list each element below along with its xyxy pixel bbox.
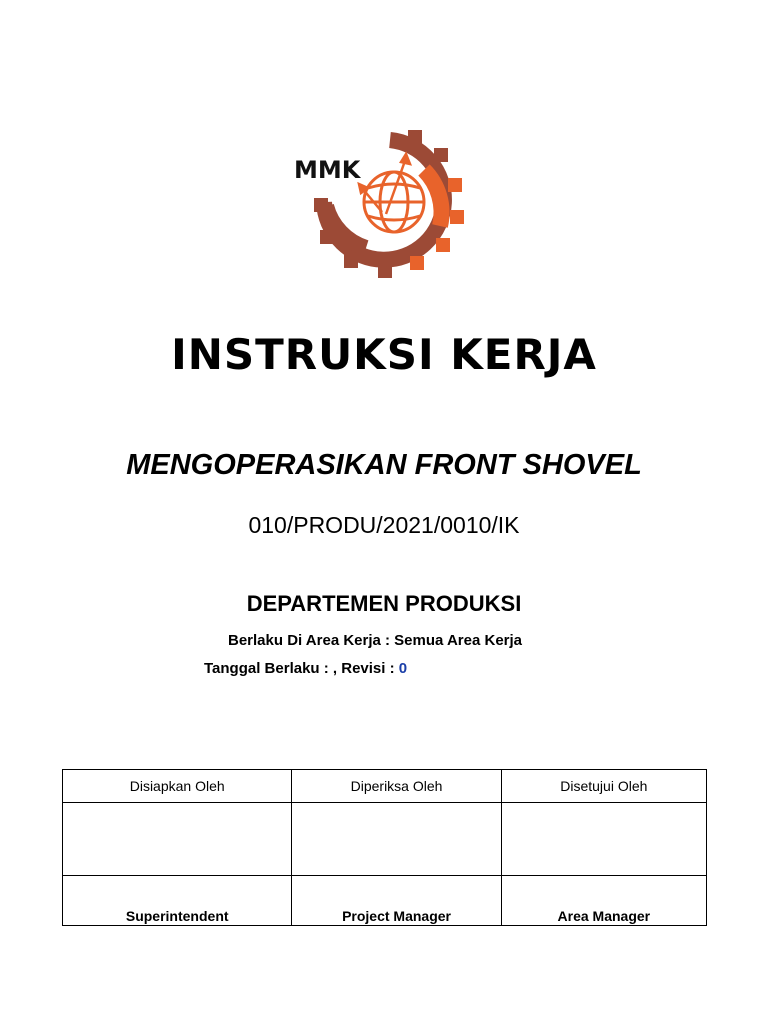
work-area-line: Berlaku Di Area Kerja : Semua Area Kerja — [228, 632, 523, 649]
company-logo — [286, 118, 482, 278]
revision-number: 0 — [398, 660, 408, 677]
document-number: 010/PRODU/2021/0010/IK — [248, 512, 520, 538]
signature-row — [63, 803, 707, 876]
header-checked-by: Diperiksa Oleh — [292, 770, 501, 803]
date-revision-label: Tanggal Berlaku : , Revisi : — [204, 660, 399, 677]
document-title: INSTRUKSI KERJA — [171, 330, 597, 379]
approval-table — [62, 769, 707, 926]
signature-cell-prepared — [63, 803, 292, 876]
role-superintendent: Superintendent — [63, 876, 292, 926]
document-subtitle: MENGOPERASIKAN FRONT SHOVEL — [126, 449, 642, 481]
approval-header-row — [63, 770, 707, 803]
effective-date-line — [204, 660, 407, 677]
signature-cell-approved — [501, 803, 706, 876]
header-prepared-by: Disiapkan Oleh — [63, 770, 292, 803]
signature-cell-checked — [292, 803, 501, 876]
role-project-manager: Project Manager — [292, 876, 501, 926]
department-name: DEPARTEMEN PRODUKSI — [246, 591, 522, 616]
role-area-manager: Area Manager — [501, 876, 706, 926]
header-approved-by: Disetujui Oleh — [501, 770, 706, 803]
svg-text:MMK: MMK — [294, 156, 361, 184]
role-row — [63, 876, 707, 926]
